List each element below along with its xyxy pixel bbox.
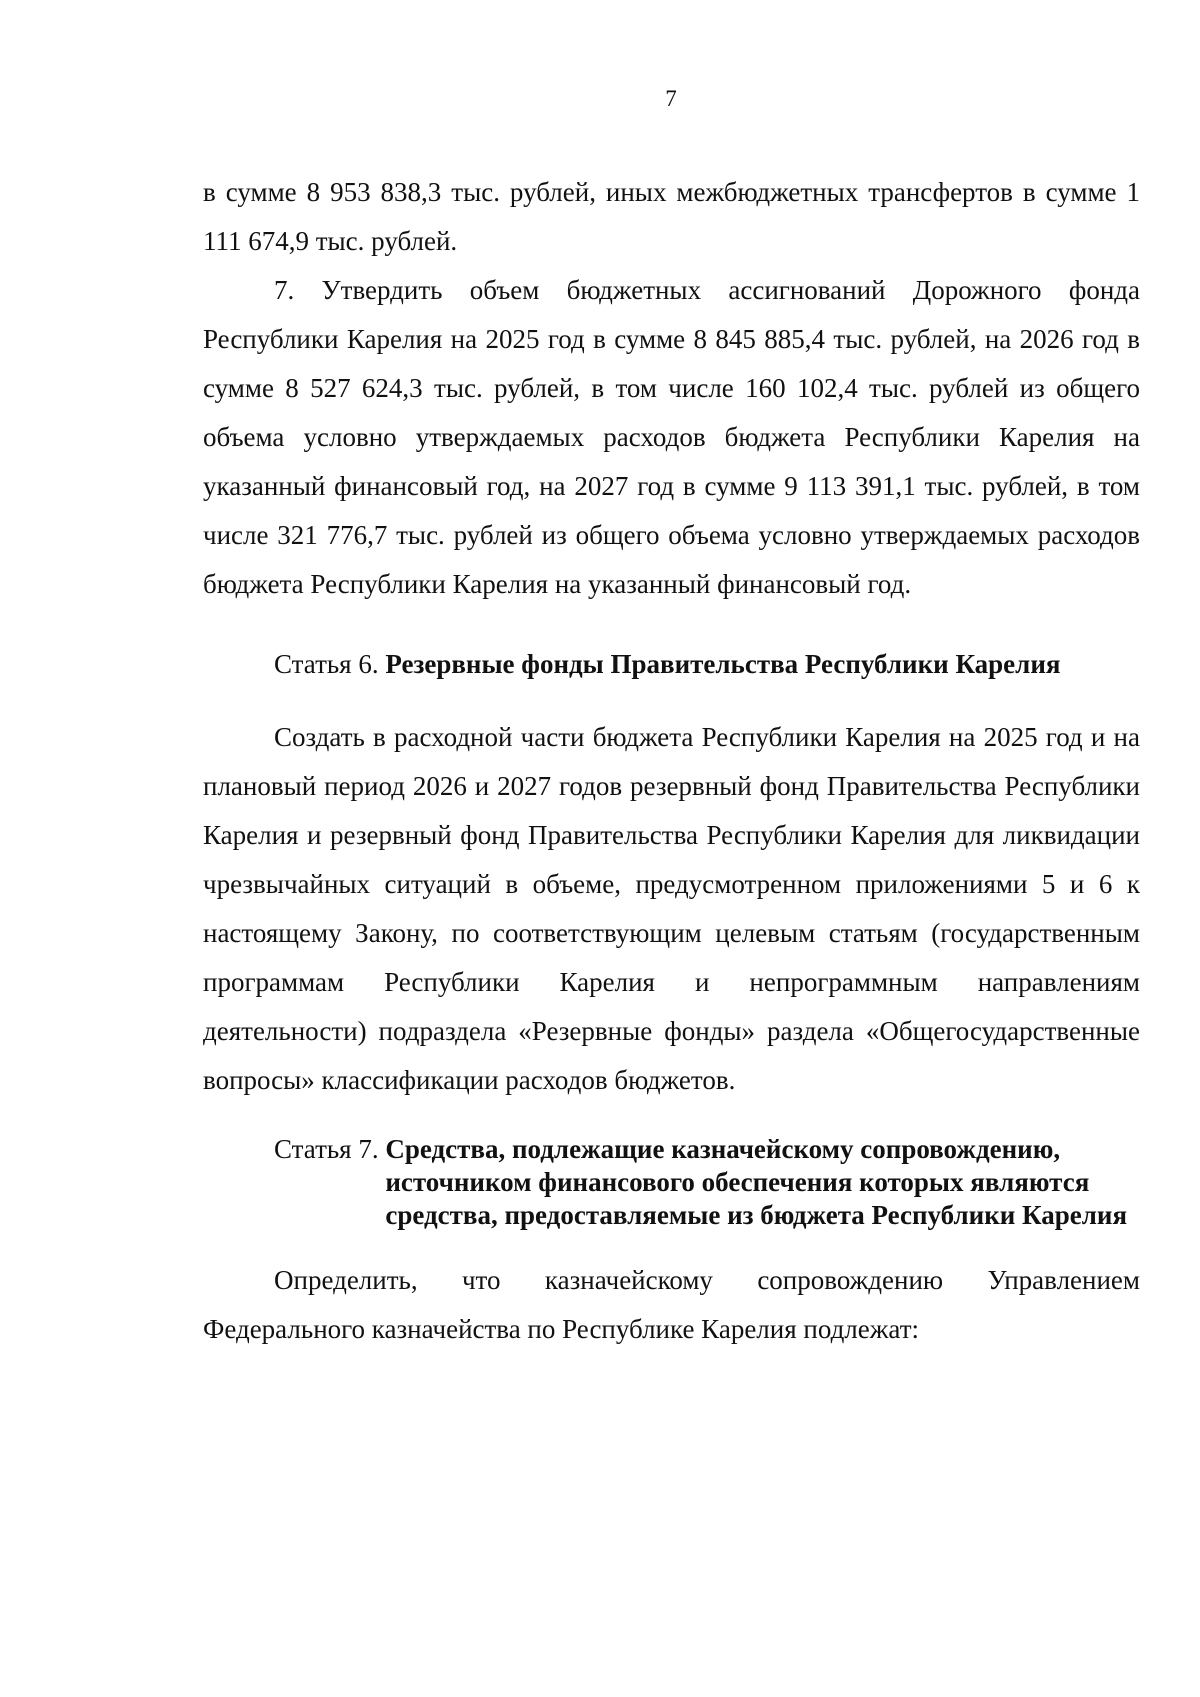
document-body xyxy=(203,168,1140,1354)
paragraph-item-7: 7. Утвердить объем бюджетных ассигнований Дорожного фонда Республики Карелия на 2025 год в сумме 8 845 885,4 тыс. рублей, на 2026 год в сумме 8 527 624,3 тыс. рублей, в том числе 160 102,4 тыс. рублей из общего объема условно утверждаемых расходов бюджета Республики Карелия на указанный финансовый год, на 2027 год в сумме 9 113 391,1 тыс. рублей, в том числе 321 776,7 тыс. рублей из общего объема условно утверждаемых расходов бюджета Республики Карелия на указанный финансовый год. xyxy=(203,275,1140,599)
article-7-label: Статья 7. xyxy=(274,1134,386,1164)
article-7-heading xyxy=(203,1133,1140,1232)
article-6-heading xyxy=(203,640,1140,689)
article-7-text: Определить, что казначейскому сопровождению Управлением Федерального казначейства по Республике Карелия подлежат: xyxy=(203,1265,1140,1344)
article-6-text: Создать в расходной части бюджета Республики Карелия на 2025 год и на плановый период 2026 и 2027 годов резервный фонд Правительства Республики Карелия и резервный фонд Правительства Республики Карелия для ликвидации чрезвычайных ситуаций в объеме, предусмотренном приложениями 5 и 6 к настоящему Закону, по соответствующим целевым статьям (государственным программам Республики Карелия и непрограммным направлениям деятельности) подраздела «Резервные фонды» раздела «Общегосударственные вопросы» классификации расходов бюджетов. xyxy=(203,722,1140,1095)
article-6-label: Статья 6. xyxy=(274,649,386,679)
article-7-title: Средства, подлежащие казначейскому сопровождению, источником финансового обеспечения которых являются средства, предоставляемые из бюджета Республики Карелия xyxy=(385,1134,1128,1230)
page-number: 7 xyxy=(665,86,677,111)
paragraph-continuation: в сумме 8 953 838,3 тыс. рублей, иных межбюджетных трансфертов в сумме 1 111 674,9 тыс. рублей. xyxy=(203,177,1140,256)
article-6-title: Резервные фонды Правительства Республики Карелия xyxy=(385,649,1061,679)
